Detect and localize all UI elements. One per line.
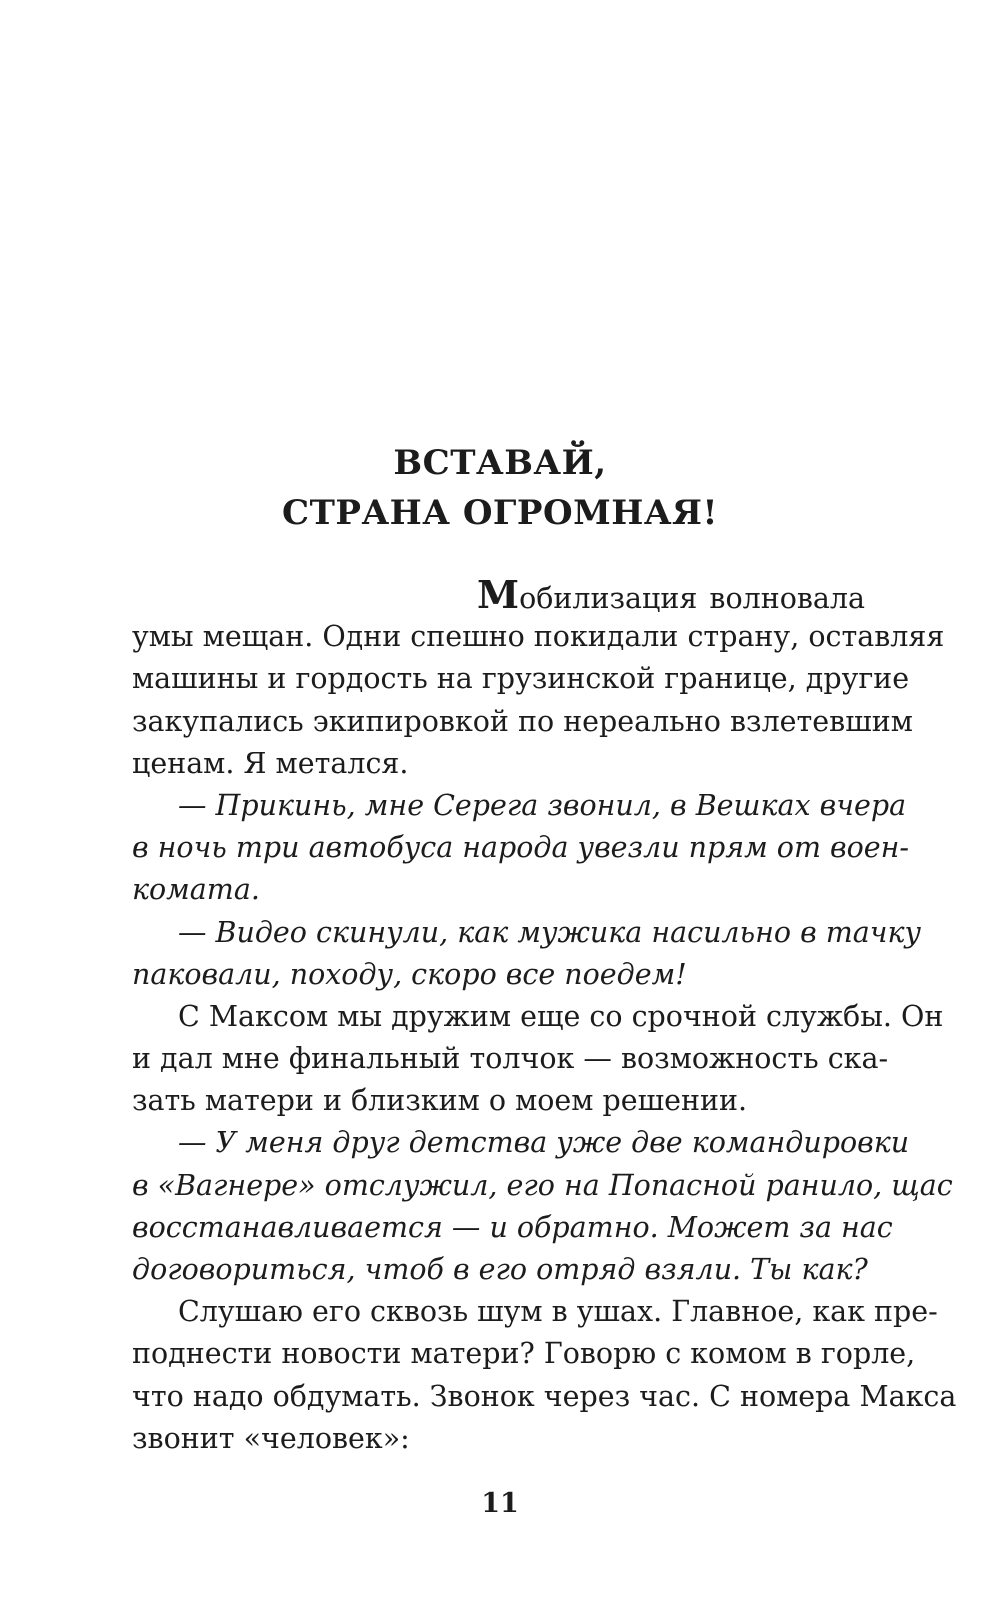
text-line: — У меня друг детства уже две командировки: [178, 1126, 910, 1160]
text-line: паковали, походу, скоро все поедем!: [132, 957, 687, 991]
paragraph: [132, 1291, 957, 1460]
paragraph: [132, 996, 944, 1123]
dialogue-paragraph: [132, 1122, 953, 1291]
text-line: машины и гордость на грузинской границе, другие: [132, 662, 910, 696]
text-line: закупались экипировкой по нереально взлетевшим: [132, 704, 913, 738]
text-line: зать матери и близким о моем решении.: [132, 1084, 748, 1118]
dialogue-paragraph: [132, 785, 910, 912]
text-line: восстанавливается — и обратно. Может за нас: [132, 1210, 893, 1244]
text-line: в ночь три автобуса народа увезли прям от воен-: [132, 831, 910, 865]
text-line: договориться, чтоб в его отряд взяли. Ты как?: [132, 1253, 868, 1286]
text-line: ценам. Я метался.: [132, 746, 409, 780]
text-line: — Прикинь, мне Серега звонил, в Вешках вчера: [178, 788, 907, 822]
text-line: звонит «человек»:: [132, 1421, 410, 1455]
text-line: поднести новости матери? Говорю с комом в горле,: [132, 1337, 916, 1371]
chapter-title-line-1: ВСТАВАЙ,: [393, 443, 607, 483]
initial-letter: М: [477, 572, 520, 617]
text-line: Мобилизация волновала: [477, 572, 865, 617]
text-line: Слушаю его сквозь шум в ушах. Главное, как пре-: [178, 1295, 938, 1329]
text-line: С Максом мы дружим еще со срочной службы. Он: [178, 999, 944, 1033]
chapter-title-line-2: СТРАНА ОГРОМНАЯ!: [282, 493, 718, 533]
text-line: что надо обдумать. Звонок через час. С номера Макса: [132, 1379, 957, 1413]
paragraph: [132, 572, 945, 785]
text-line: комата.: [132, 873, 260, 907]
dialogue-paragraph: [132, 912, 922, 996]
text-line: и дал мне финальный толчок — возможность ска-: [132, 1042, 889, 1076]
body-text: [132, 572, 957, 1460]
text-line: — Видео скинули, как мужика насильно в тачку: [178, 915, 922, 949]
page-number: 11: [481, 1488, 519, 1519]
chapter-title: [0, 438, 1000, 538]
text-line: в «Вагнере» отслужил, его на Попасной ранило, щас: [132, 1168, 953, 1202]
text-line: умы мещан. Одни спешно покидали страну, оставляя: [132, 620, 945, 654]
